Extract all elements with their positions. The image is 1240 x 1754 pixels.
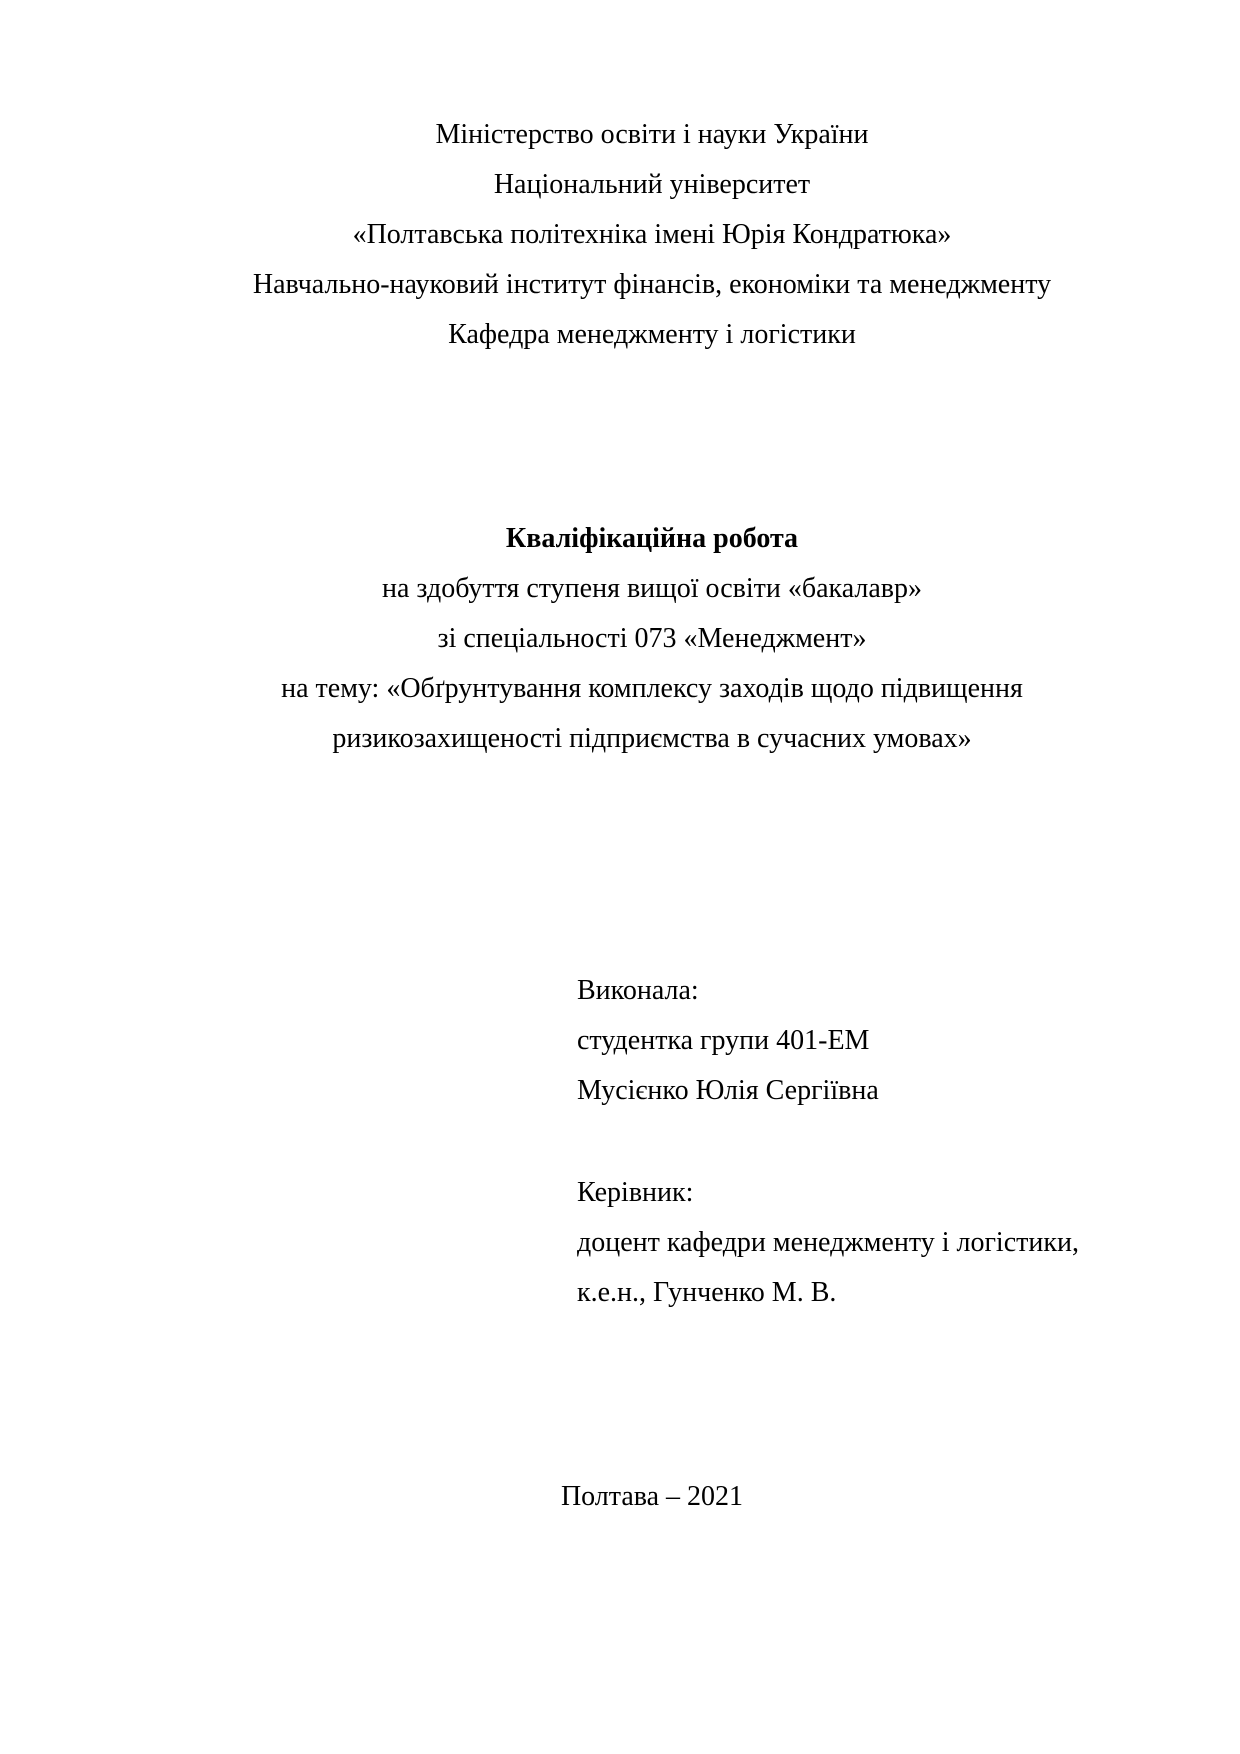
degree-line: на здобуття ступеня вищої освіти «бакалавр» [382, 573, 922, 604]
author-name: Мусієнко Юлія Сергіївна [577, 1075, 879, 1106]
author-section [577, 966, 1177, 1116]
supervisor-name: к.е.н., Гунченко М. В. [577, 1277, 837, 1308]
supervisor-label: Керівник: [577, 1177, 694, 1208]
institute-name: Навчально-науковий інститут фінансів, економіки та менеджменту [252, 269, 1052, 300]
topic-line-2: ризикозахищеності підприємства в сучасних умовах» [332, 723, 972, 754]
specialty-line: зі спеціальності 073 «Менеджмент» [437, 623, 867, 654]
section-spacer [577, 1116, 1177, 1168]
work-type-heading: Кваліфікаційна робота [505, 523, 799, 554]
signatures-block [577, 966, 1177, 1318]
city-year-footer [165, 1472, 1139, 1522]
work-title-block [165, 514, 1139, 764]
department-name: Кафедра менеджменту і логістики [448, 319, 856, 350]
topic-line-1: на тему: «Обґрунтування комплексу заходів щодо підвищення [281, 673, 1023, 704]
city-year: Полтава – 2021 [560, 1481, 744, 1512]
university-name-line2: «Полтавська політехніка імені Юрія Кондратюка» [352, 219, 952, 250]
university-name-line1: Національний університет [493, 169, 811, 200]
supervisor-section [577, 1168, 1177, 1318]
institution-header [165, 110, 1139, 360]
author-group: студентка групи 401-ЕМ [577, 1025, 870, 1056]
author-label: Виконала: [577, 975, 699, 1006]
supervisor-position: доцент кафедри менеджменту і логістики, [577, 1227, 1079, 1258]
ministry-name: Міністерство освіти і науки України [435, 119, 869, 150]
